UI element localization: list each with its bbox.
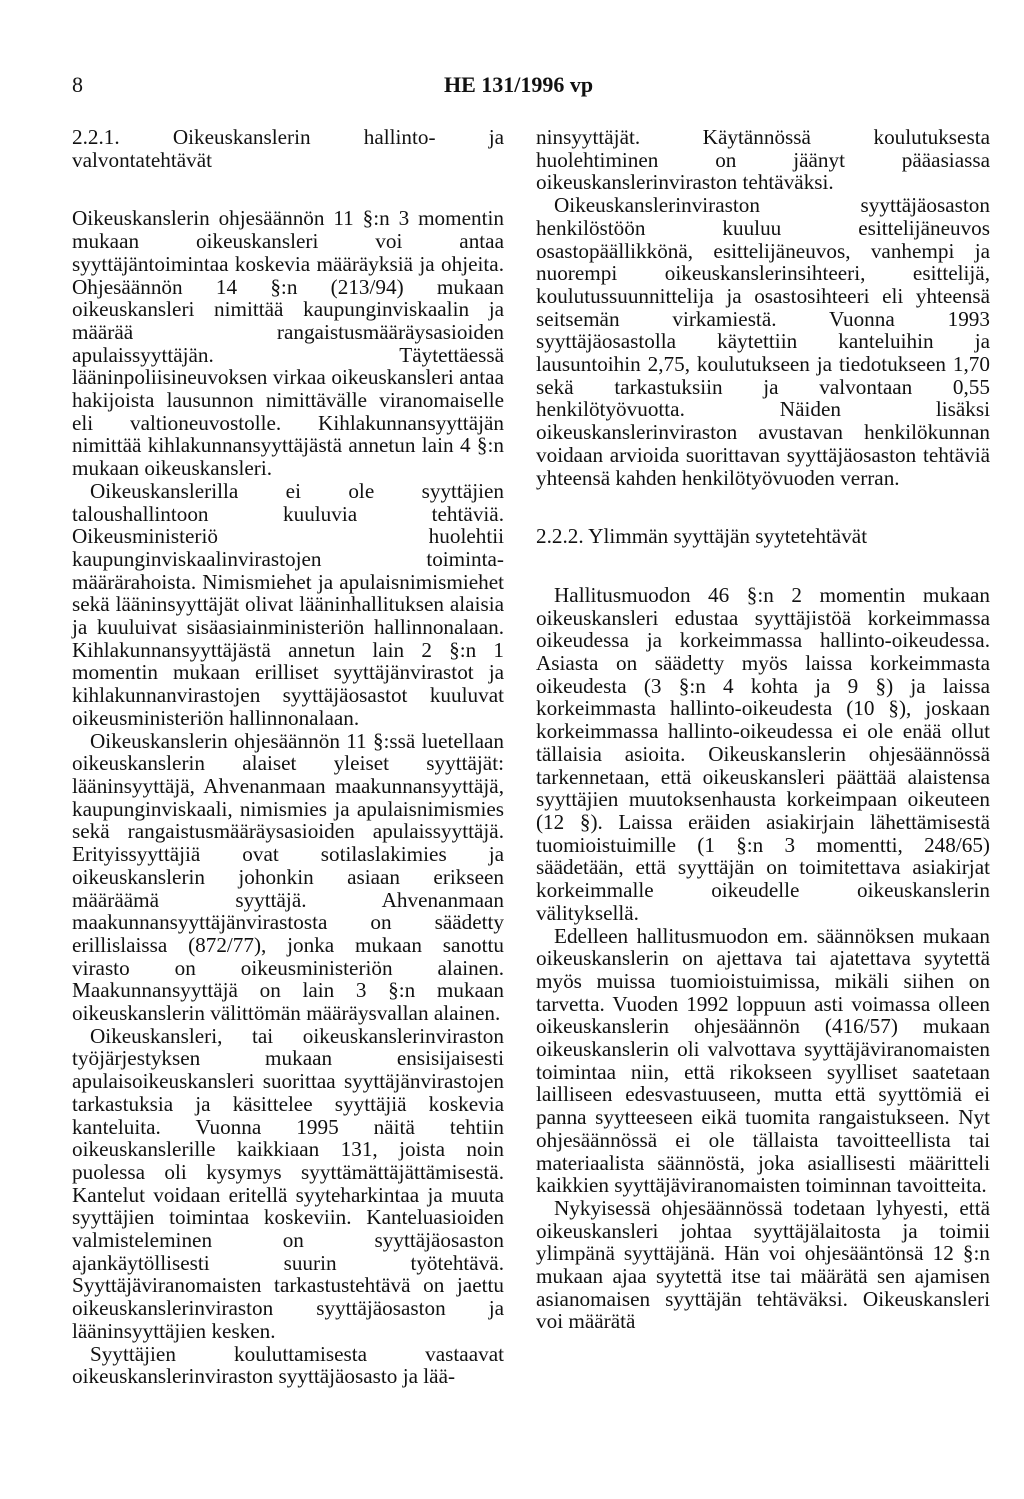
paragraph: Oikeuskanslerilla ei ole syyttäjien taloushallintoon kuuluvia tehtäviä. Oikeusministeriö huolehtii kaupunginviskaalinvirastojen toiminta-määrärahoista. Nimismiehet ja apulaisnimismiehet sekä lääninsyyttäjät olivat lääninhallituksen alaisia ja kuuluivat sisäasiainministeriön hallinnonalaan. Kihlakunnansyyttäjästä annetun lain 2 §:n 1 momentin mukaan erilliset syyttäjänvirastot ja kihlakunnanvirastojen syyttäjäosastot kuuluvat oikeusministeriön hallinnonalaan. [72,478,504,730]
document-reference: HE 131/1996 vp [444,72,594,97]
paragraph: Oikeuskanslerin ohjesäännön 11 §:n 3 momentin mukaan oikeuskansleri voi antaa syyttäjäntoimintaa koskevia määräyksiä ja ohjeita. Ohjesäännön 14 §:n (213/94) mukaan oikeuskansleri nimittää kaupunginviskaalin ja määrää rangaistusmääräysasioiden apulaissyyttäjän. Täytettäessä lääninpoliisineuvoksen virkaa oikeuskansleri antaa hakijoista lausunnon nimittävälle viranomaiselle eli valtioneuvostolle. Kihlakunnansyyttäjän nimittää kihlakunnansyyttäjästä annetun lain 4 §:n mukaan oikeuskansleri. [72,206,504,481]
page-header [72,72,988,102]
heading-gap [536,548,990,584]
heading-gap [72,171,504,207]
paragraph: Syyttäjien kouluttamisesta vastaavat oikeuskanslerinviraston syyttäjäosasto ja lää- [72,1341,504,1389]
paragraph: Oikeuskansleri, tai oikeuskanslerinviraston työjärjestyksen mukaan ensisijaisesti apulaisoikeuskansleri suorittaa syyttäjänvirastojen tarkastuksia ja käsittelee syyttäjiä koskevia kanteluita. Vuonna 1995 näitä tehtiin oikeuskanslerille kaikkiaan 131, joista noin puolessa oli kysymys syyttämättäjättämisestä. Kantelut voidaan eritellä syyteharkintaa ja muuta syyttäjien toimintaa koskeviin. Kanteluasioiden valmisteleminen on syyttäjäosaston ajankäytöllisesti suurin työtehtävä. Syyttäjäviranomaisten tarkastustehtävä on jaettu oikeuskanslerinviraston syyttäjäosaston ja lääninsyyttäjien kesken. [72,1023,504,1343]
paragraph: ninsyyttäjät. Käytännössä koulutuksesta huolehtiminen on jäänyt pääasiassa oikeuskanslerinviraston tehtäväksi. [536,125,990,195]
paragraph: Edelleen hallitusmuodon em. säännöksen mukaan oikeuskanslerin on ajettava tai ajatettava syytettä myös muissa tuomioistuimissa, mikäli siihen on tarvetta. Vuoden 1992 loppuun asti voimassa olleen oikeuskanslerin ohjesäännön (416/57) mukaan oikeuskanslerin oli valvottava syyttäjäviranomaisten toimintaa niin, että rikokseen syylliset saatetaan lailliseen edesvastuuseen, mutta että syyttömiä ei panna syytteeseen eikä tuomita rangaistukseen. Nyt ohjesäännössä ei ole tällaista tavoitteellista tai materiaalista säännöstä, joka asiallisesti määritteli kaikkien syyttäjäviranomaisten toiminnan tavoitteita. [536,923,990,1198]
paragraph: Hallitusmuodon 46 §:n 2 momentin mukaan oikeuskansleri edustaa syyttäjistöä korkeimmassa oikeudessa ja korkeimmassa hallinto-oikeudessa. Asiasta on säädetty myös laissa korkeimmasta oikeudesta (3 §:n 4 kohta ja 9 §) ja laissa korkeimmasta hallinto-oikeudesta (10 §), joskaan korkeimmassa hallinto-oikeudessa ei ole enää ollut tällaisia asioita. Oikeuskanslerin ohjesäännössä tarkennetaan, että oikeuskansleri päättää alaistensa syyttäjien muutoksenhausta korkeimpaan oikeuteen (12 §). Laissa eräiden asiakirjain lähettämisestä tuomioistuimille (1 §:n 3 momentti, 248/65) säädetään, että syyttäjän on toimitettava asiakirjat korkeimmalle oikeudelle oikeuskanslerin välityksellä. [536,582,990,925]
right-column [536,126,990,1333]
paragraph: Oikeuskanslerinviraston syyttäjäosaston henkilöstöön kuuluu esittelijäneuvos osastopäällikkönä, esittelijäneuvos, vanhempi ja nuorempi oikeuskanslerinsihteeri, esittelijä, koulutussuunnittelija ja osastosihteeri eli yhteensä seitsemän virkamiestä. Vuonna 1993 syyttäjäosastolla käytettiin kanteluihin ja lausuntoihin 2,75, koulutukseen ja tiedotukseen 1,70 sekä tarkastuksiin ja valvontaan 0,55 henkilötyövuotta. Näiden lisäksi oikeuskanslerinviraston avustavan henkilökunnan voidaan arvioida suorittavan syyttäjäosaston tehtäviä yhteensä kahden henkilötyövuoden verran. [536,193,990,490]
section-gap [536,489,990,525]
section-heading-2-2-2: 2.2.2. Ylimmän syyttäjän syytetehtävät [536,524,868,549]
section-heading-2-2-1: 2.2.1. Oikeuskanslerin hallinto- ja valvontatehtävät [72,125,504,172]
paragraph: Oikeuskanslerin ohjesäännön 11 §:ssä luetellaan oikeuskanslerin alaiset yleiset syyttäjät: lääninsyyttäjä, Ahvenanmaan maakunnansyyttäjä, kaupunginviskaali, nimismies ja apulaisnimismies sekä rangaistusmääräysasioiden apulaissyyttäjä. Erityissyyttäjiä ovat sotilaslakimies ja oikeuskanslerin johonkin asiaan erikseen määräämä syyttäjä. Ahvenanmaan maakunnansyyttäjänvirastosta on säädetty erillislaissa (872/77), jonka mukaan sanottu virasto on oikeusministeriön alainen. Maakunnansyyttäjä on lain 3 §:n mukaan oikeuskanslerin välittömän määräysvallan alainen. [72,728,504,1026]
page-number: 8 [72,72,83,97]
paragraph: Nykyisessä ohjesäännössä todetaan lyhyesti, että oikeuskansleri johtaa syyttäjälaitosta ja toimii ylimpänä syyttäjänä. Hän voi ohjesääntönsä 12 §:n mukaan ajaa syytettä itse tai määrätä sen ajamisen asianomaisen syyttäjän tehtäväksi. Oikeuskansleri voi määrätä [536,1195,990,1334]
left-column [72,126,504,1388]
